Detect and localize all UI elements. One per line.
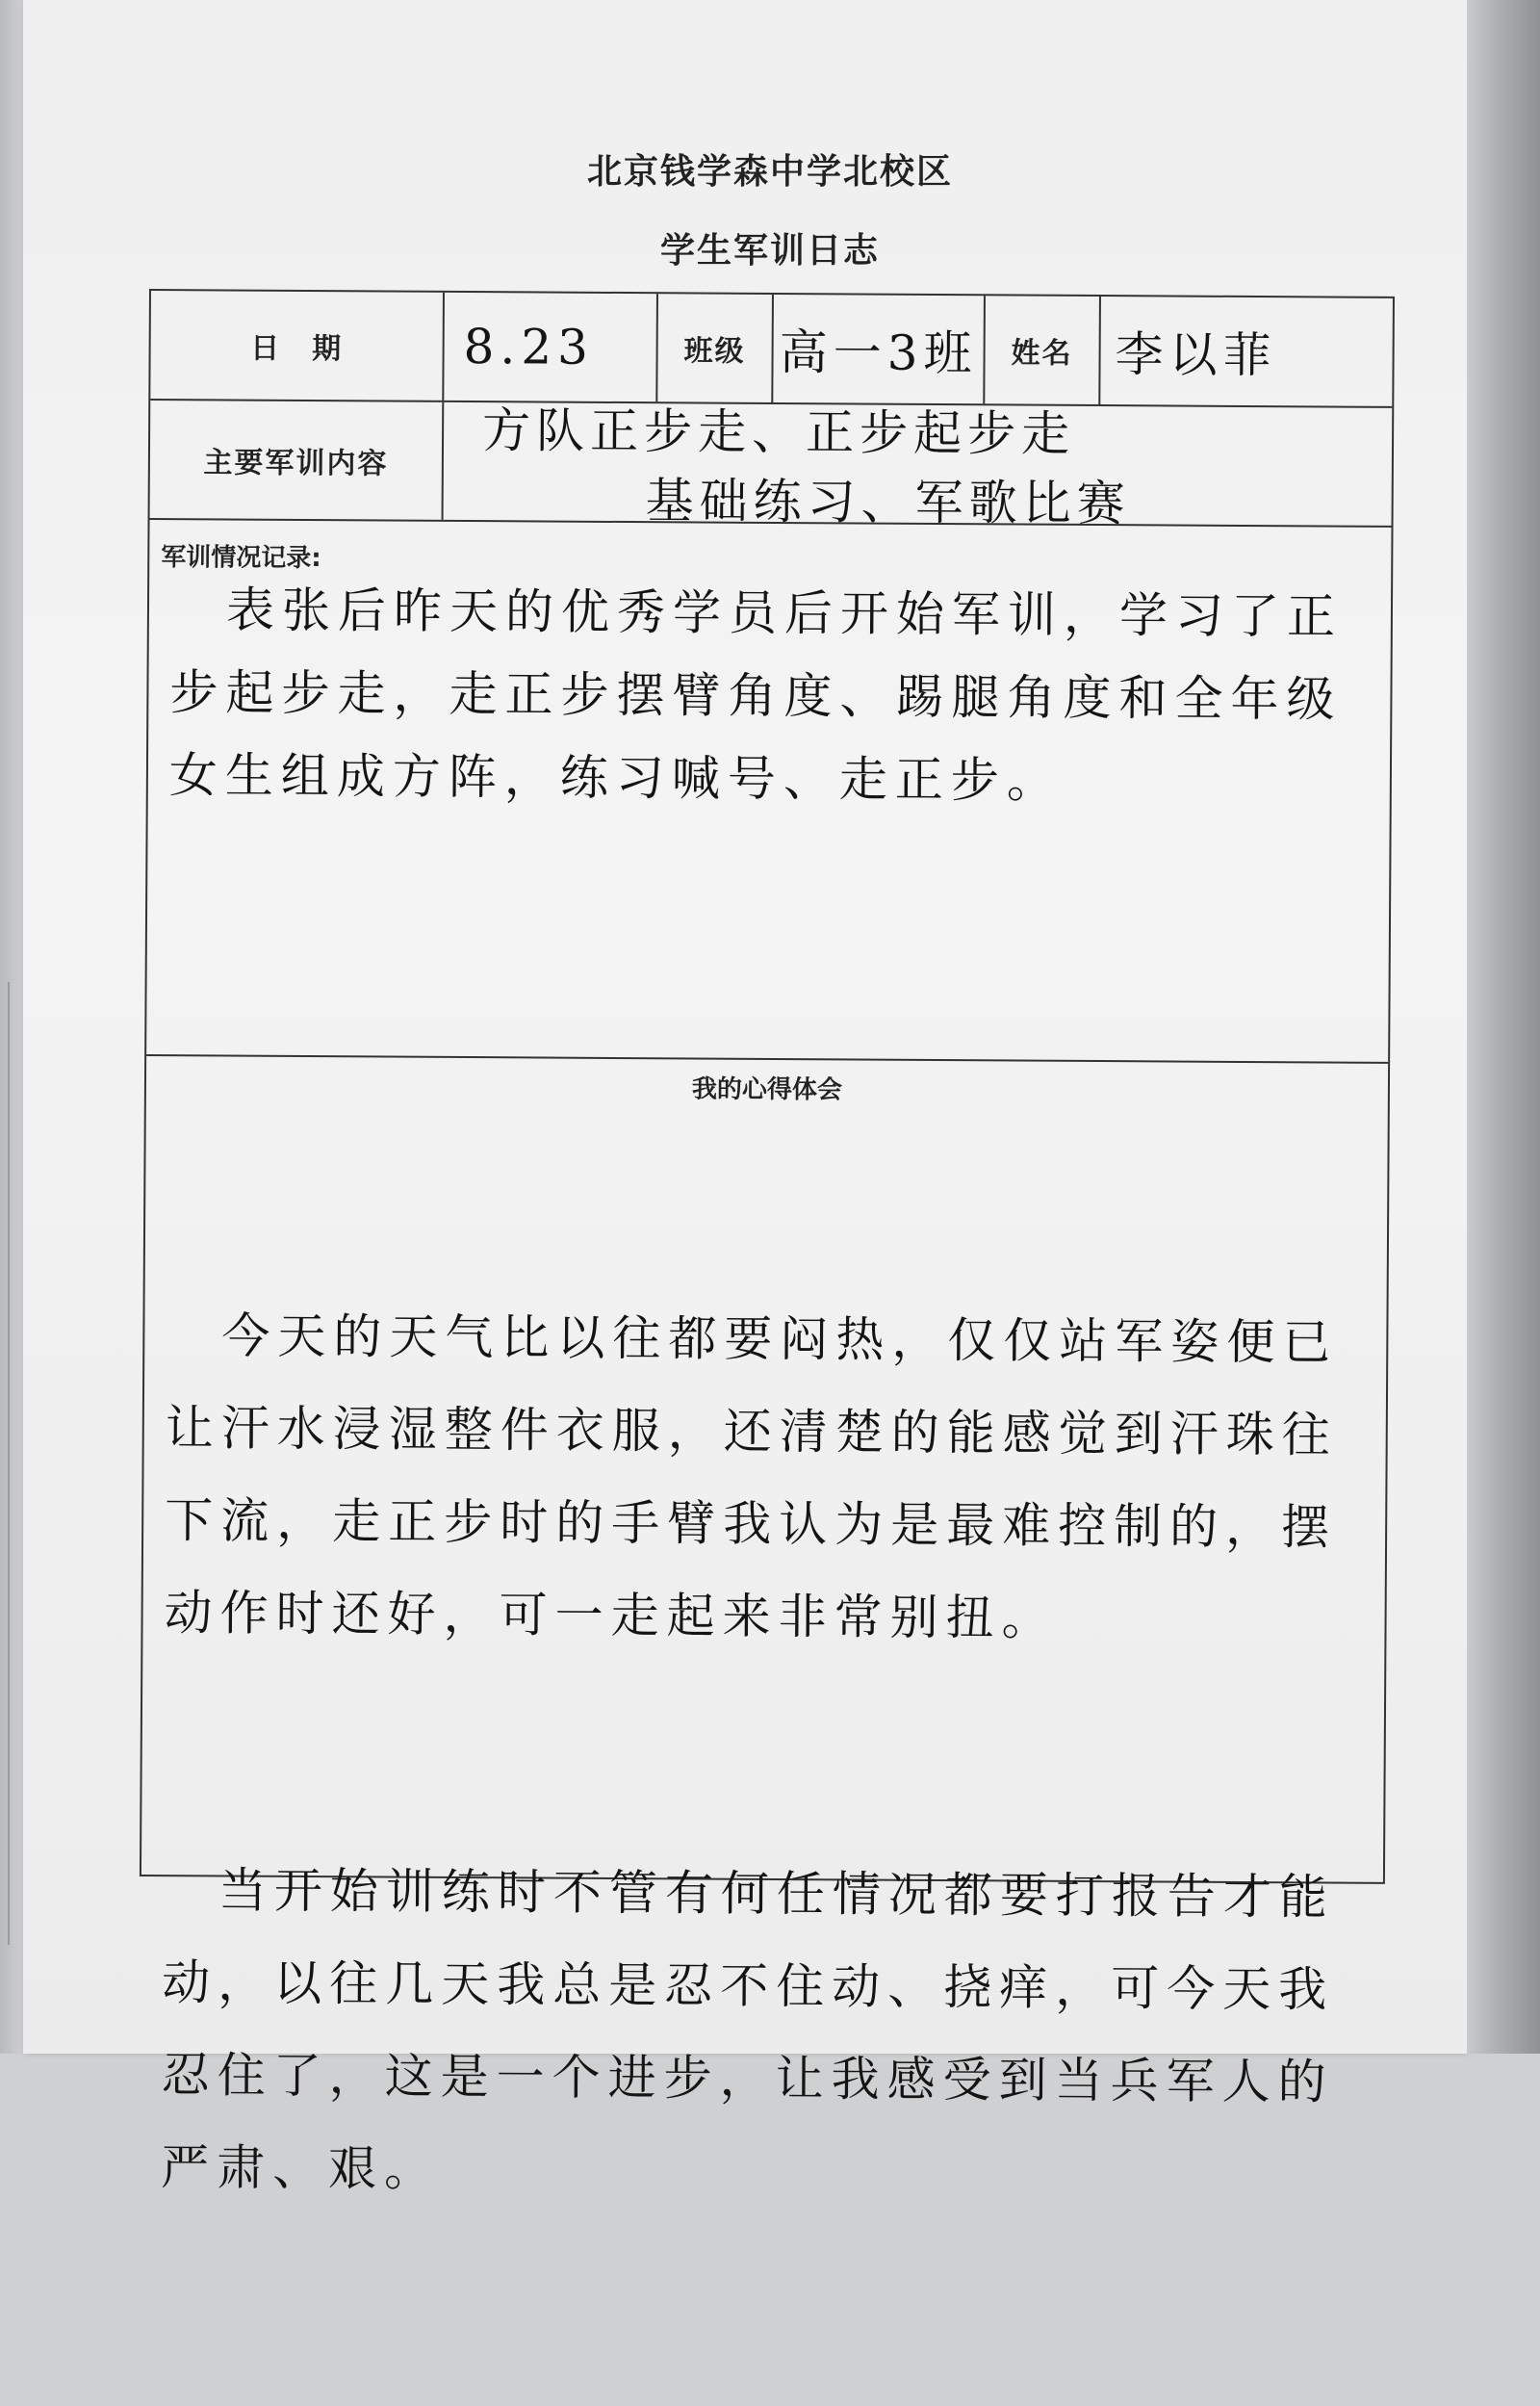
training-content-line-1: 方队正步走、正步起步走 [481, 402, 1076, 462]
info-row [150, 291, 1393, 408]
class-field[interactable]: 高一3班 [773, 295, 986, 403]
name-field[interactable]: 李以菲 [1115, 326, 1277, 384]
training-content-field[interactable] [444, 402, 1393, 532]
date-label: 日 期 [150, 291, 445, 401]
training-record-label: 军训情况记录: [161, 543, 321, 574]
date-field[interactable]: 8.23 [444, 293, 658, 401]
reflection-text[interactable] [160, 1104, 1361, 2406]
school-name: 北京钱学森中学北校区 [586, 152, 953, 192]
reflection-section [141, 1056, 1388, 2197]
class-label: 班级 [657, 294, 774, 402]
training-content-label: 主要军训内容 [150, 401, 445, 520]
training-record-section [146, 520, 1391, 1064]
reflection-title: 我的心得体会 [691, 1074, 843, 1105]
content-row [150, 401, 1393, 532]
binding-line [8, 982, 10, 1945]
reflection-paragraph-1: 今天的天气比以往都要闷热，仅仅站军姿便已让汗水浸湿整件衣服，还清楚的能感觉到汗珠往下流，走正步时的手臂我认为是最难控制的，摆动作时还好，可一走起来非常别扭。 [164, 1307, 1339, 1646]
page-title: 学生军训日志 [659, 231, 880, 271]
training-content-line-2: 基础练习、军歌比赛 [645, 473, 1131, 532]
name-label: 姓名 [985, 296, 1101, 404]
training-log-form [140, 289, 1395, 2197]
training-record-text[interactable]: 表张后昨天的优秀学员后开始军训，学习了正步起步走，走正步摆臂角度、踢腿角度和全年级女生组成方阵，练习喊号、走正步。 [168, 582, 1344, 809]
reflection-paragraph-2: 当开始训练时不管有何任情况都要打报告才能动，以往几天我总是忍不住动、挠痒，可今天我忍住了，这是一个进步，让我感受到当兵军人的严肃、艰。 [160, 1862, 1335, 2197]
book-spine-edge [1467, 0, 1540, 2054]
